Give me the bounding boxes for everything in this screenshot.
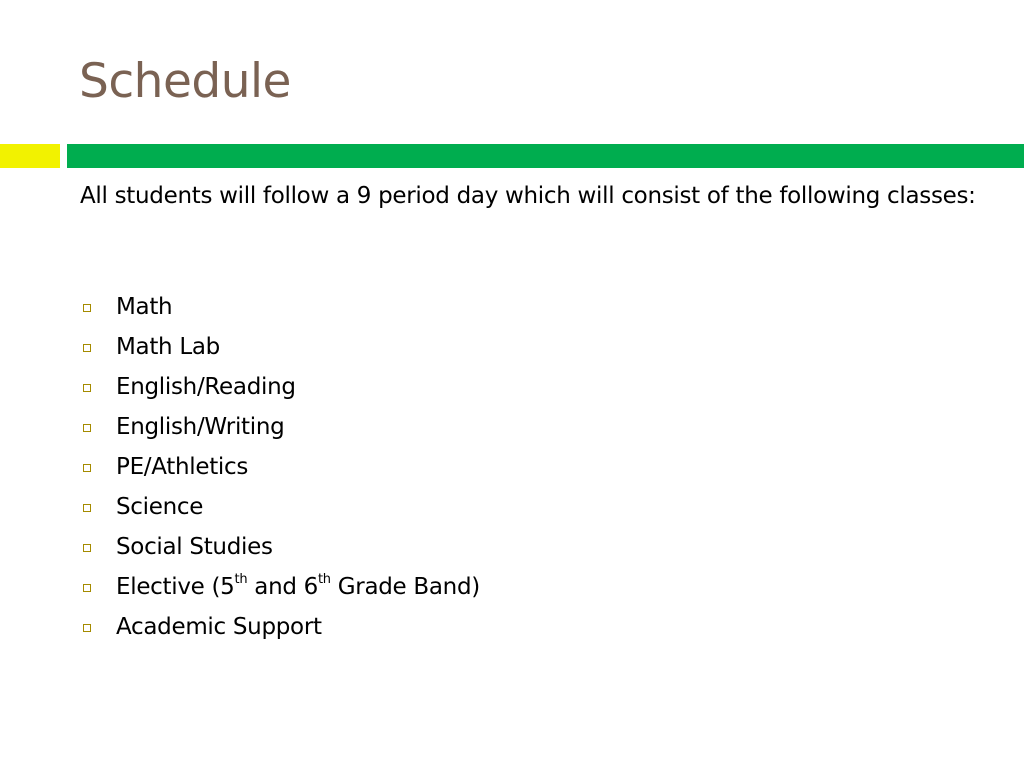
class-label: English/Writing [116,414,285,440]
class-label: Math Lab [116,334,220,360]
list-item [80,330,480,370]
ordinal-suffix: th [318,572,331,588]
class-label: PE/Athletics [116,454,249,480]
class-label: Academic Support [116,614,322,640]
class-label: English/Reading [116,374,296,400]
elective-label-end: Grade Band) [330,574,480,600]
hollow-square-bullet-icon [83,424,91,432]
elective-label-middle: and 6 [247,574,318,600]
hollow-square-bullet-icon [83,624,91,632]
accent-bar-yellow [0,144,60,168]
class-label: Social Studies [116,534,273,560]
list-item [80,290,480,330]
list-item [80,410,480,450]
hollow-square-bullet-icon [83,384,91,392]
intro-paragraph: All students will follow a 9 period day which will consist of the following classes: [80,183,976,209]
class-label [116,574,480,600]
hollow-square-bullet-icon [83,544,91,552]
list-item [80,450,480,490]
hollow-square-bullet-icon [83,304,91,312]
class-list [80,290,480,650]
list-item [80,490,480,530]
class-label: Math [116,294,173,320]
accent-bar-green [67,144,1024,168]
hollow-square-bullet-icon [83,584,91,592]
elective-label-start: Elective (5 [116,574,235,600]
list-item [80,370,480,410]
hollow-square-bullet-icon [83,504,91,512]
list-item [80,570,480,610]
hollow-square-bullet-icon [83,344,91,352]
list-item [80,610,480,650]
slide-title: Schedule [79,54,291,109]
ordinal-suffix: th [234,572,248,588]
class-label: Science [116,494,204,520]
list-item [80,530,480,570]
hollow-square-bullet-icon [83,464,91,472]
